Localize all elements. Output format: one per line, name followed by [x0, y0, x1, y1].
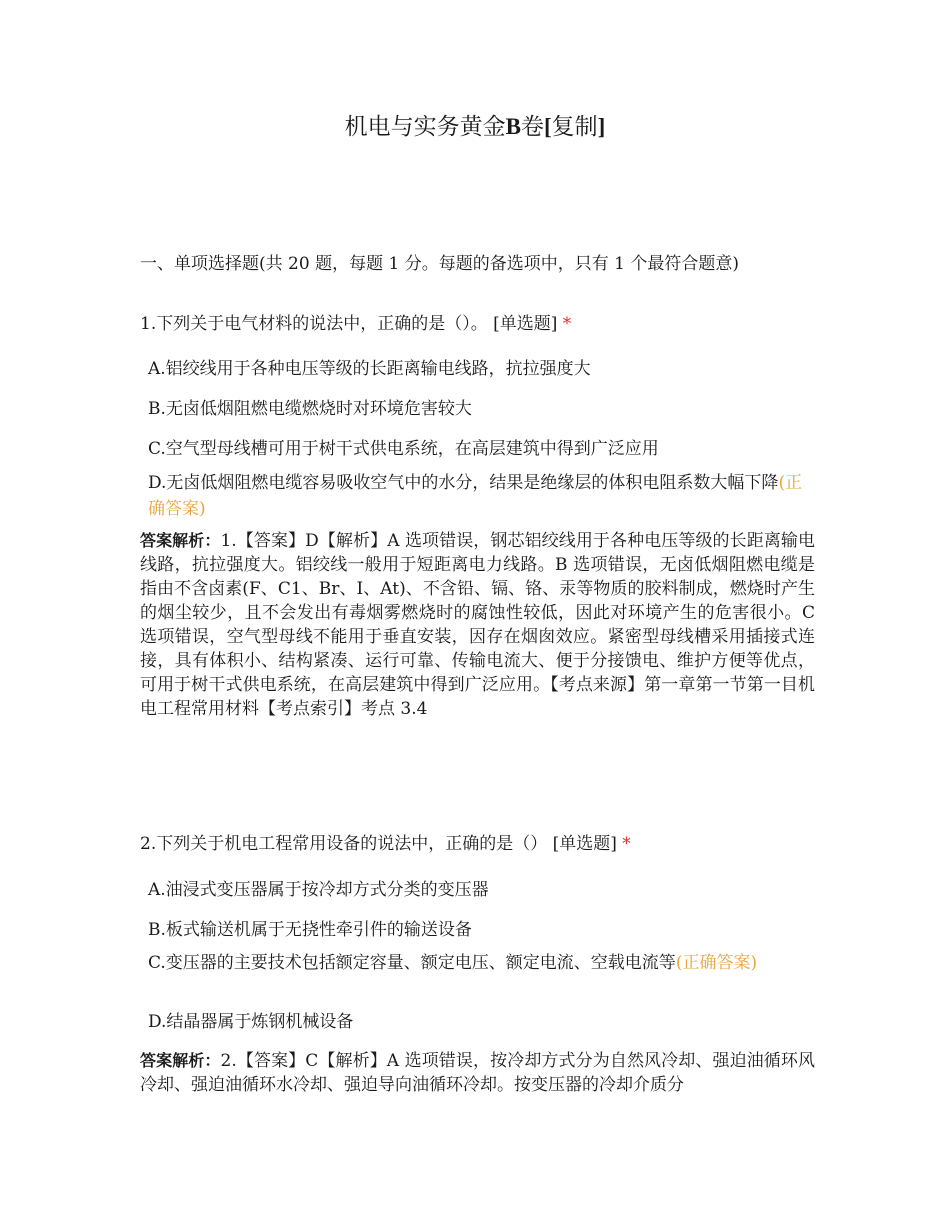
document-title [0, 110, 950, 144]
question-text: 2.下列关于机电工程常用设备的说法中，正确的是（） [单选题] [140, 834, 617, 854]
title-bracket-close: ] [597, 114, 606, 139]
title-text: 机电与实务黄金 [344, 114, 506, 140]
question-2-analysis [140, 1049, 815, 1097]
question-text: 1.下列关于电气材料的说法中，正确的是（）。 [单选题] [140, 314, 558, 334]
title-text-mid: 卷 [521, 114, 544, 140]
question-1-option-b[interactable]: B.无卤低烟阻燃电缆燃烧时对环境危害较大 [148, 399, 472, 419]
question-2-option-a[interactable]: A.油浸式变压器属于按冷却方式分类的变压器 [148, 880, 489, 900]
question-2-option-d[interactable]: D.结晶器属于炼钢机械设备 [148, 1012, 354, 1032]
title-bracket-open: [ [544, 114, 552, 139]
question-2-option-b[interactable]: B.板式输送机属于无挠性牵引件的输送设备 [148, 920, 472, 940]
question-1-analysis [140, 529, 815, 721]
question-1-option-d[interactable] [148, 470, 808, 522]
section-heading: 一、单项选择题(共 20 题，每题 1 分。每题的备选项中，只有 1 个最符合题意) [140, 254, 739, 274]
question-1-option-a[interactable]: A.铝绞线用于各种电压等级的长距离输电线路，抗拉强度大 [148, 359, 591, 379]
analysis-text: 2.【答案】C【解析】A 选项错误，按冷却方式分为自然风冷却、强迫油循环风冷却、强迫油循环水冷却、强迫导向油循环冷却。按变压器的冷却介质分 [140, 1051, 815, 1095]
correct-answer-label: (正确答案) [148, 473, 803, 519]
correct-answer-label: (正确答案) [675, 953, 758, 973]
option-text: D.无卤低烟阻燃电缆容易吸收空气中的水分，结果是绝缘层的体积电阻系数大幅下降 [148, 473, 779, 493]
option-text: C.变压器的主要技术包括额定容量、额定电压、额定电流、空载电流等 [148, 953, 676, 973]
question-1-title [140, 310, 820, 338]
question-2-title [140, 830, 820, 858]
analysis-label: 答案解析： [140, 531, 221, 550]
required-mark: * [622, 834, 631, 854]
question-2-option-c[interactable] [148, 950, 808, 976]
question-1-option-c[interactable]: C.空气型母线槽可用于树干式供电系统，在高层建筑中得到广泛应用 [148, 439, 659, 459]
required-mark: * [562, 314, 572, 334]
title-suffix: 复制 [551, 114, 598, 140]
title-bold-letter: B [505, 114, 521, 139]
analysis-text: 1.【答案】D【解析】A 选项错误，钢芯铝绞线用于各种电压等级的长距离输电线路，抗拉强度大。铝绞线一般用于短距离电力线路。B 选项错误，无卤低烟阻燃电缆是指由不含卤素(F、C1、Br、I、At)、不含铅、镉、铬、汞等物质的胶料制成，燃烧时产生的烟尘较少，且不会发出有毒烟雾燃烧时的腐蚀性较低，因此对环境产生的危害很小。C 选项错误，空气型母线不能用于垂直安装，因存在烟囱效应。紧密型母线槽采用插接式连接，具有体积小、结构紧凑、运行可靠、传输电流大、便于分接馈电、维护方便等优点，可用于树干式供电系统，在高层建筑中得到广泛应用。【考点来源】第一章第一节第一目机电工程常用材料【考点索引】考点 3.4 [140, 531, 815, 719]
analysis-label: 答案解析： [140, 1051, 221, 1070]
